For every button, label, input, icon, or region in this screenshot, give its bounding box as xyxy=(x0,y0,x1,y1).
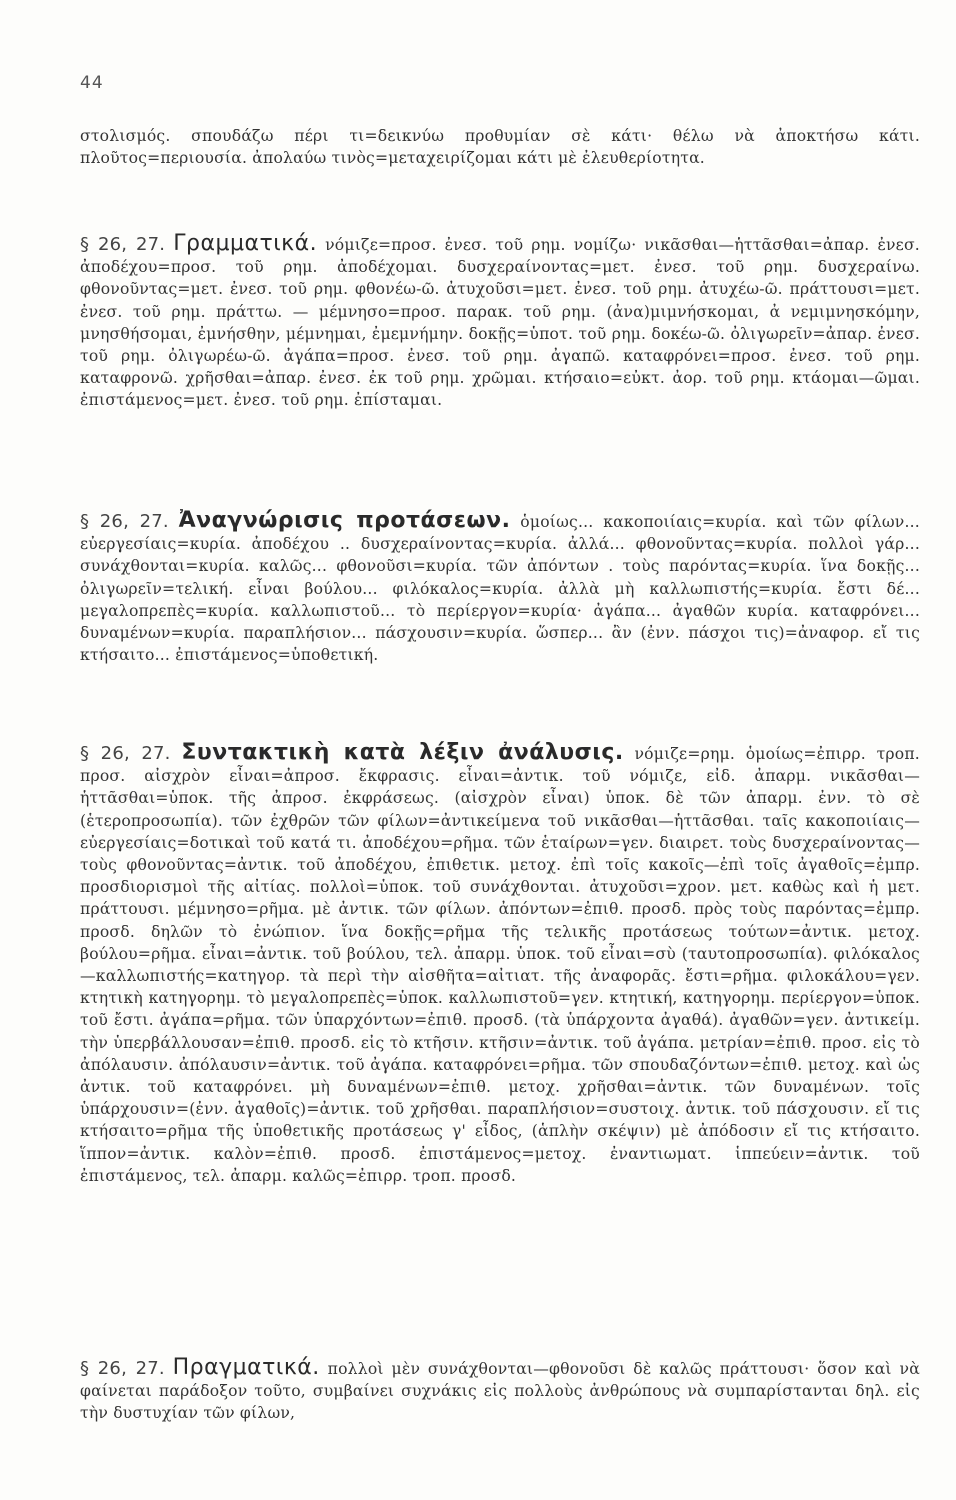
real-text: πολλοὶ μὲν συνάχθονται—φθονοῦσι δὲ καλῶς πράττουσι· ὅσον καὶ νὰ φαίνεται παράδοξον τοῦτο, συμβαίνει συχνάκις εἰς πολλοὺς ἀνθρώπους νὰ συμπαρίστανται δηλ. εἰς τὴν δυστυχίαν τῶν φίλων, xyxy=(80,1360,920,1423)
recognition-text: ὁμοίως... κακοποιίαις=κυρία. καὶ τῶν φίλων... εὐεργεσίαις=κυρία. ἀποδέχου .. δυσχεραίνοντας=κυρία. ἀλλά... φθονοῦντας=κυρία. πολλοὶ γάρ... συνάχθονται=κυρία. καλῶς... φθονοῦσι=κυρία. τῶν ἀπόντων . τοὺς παρόντας=κυρία. ἵνα δοκῇς... ὀλιγωρεῖν=τελική. εἶναι βούλου... φιλόκαλος=κυρία. ἀλλὰ μὴ καλλωπιστής=κυρία. ἔστι δέ... μεγαλοπρεπὲς=κυρία. καλλωπιστοῦ... τὸ περίεργον=κυρία· ἀγάπα... ἀγαθῶν κυρία. καταφρόνει... δυναμένων=κυρία. παραπλήσιον... πάσχουσιν=κυρία. ὥσπερ... ἂν (ἐνν. πάσχοι τις)=ἀναφορ. εἴ τις κτήσαιτο... ἐπιστάμενος=ὑποθετική. xyxy=(80,513,920,665)
syntax-section-mark: § 26, 27. xyxy=(80,743,171,764)
grammar-section xyxy=(80,233,920,412)
intro-text: στολισμός. σπουδάζω πέρι τι=δεικνύω προθυμίαν σὲ κάτι· θέλω νὰ ἀποκτήσω κάτι. πλοῦτος=περιουσία. ἀπολαύω τινὸς=μεταχειρίζομαι κάτι μὲ ἐλευθερίοτητα. xyxy=(80,127,920,168)
page-number: 44 xyxy=(80,73,104,93)
syntax-heading: Συντακτικὴ κατὰ λέξιν ἀνάλυσις. xyxy=(181,740,624,765)
real-section-mark: § 26, 27. xyxy=(80,1358,165,1379)
recognition-section xyxy=(80,510,920,666)
recognition-heading: Ἀναγνώρισις προτάσεων. xyxy=(178,508,511,533)
grammar-heading: Γραμματικά. xyxy=(173,231,318,256)
intro-paragraph xyxy=(80,125,920,169)
syntax-text: νόμιζε=ρημ. ὁμοίως=ἐπιρρ. τροπ. προσ. αἰσχρὸν εἶναι=ἀπροσ. ἔκφρασις. εἶναι=ἀντικ. τοῦ νόμιζε, εἰδ. ἀπαρμ. νικᾶσθαι—ἡττᾶσθαι=ὑποκ. τῆς ἀπροσ. ἐκφράσεως. (αἰσχρὸν εἶναι) ὑποκ. δὲ τῶν ἀπαρμ. ἐνν. τὸ σὲ (ἑτεροπροσωπία). τῶν ἐχθρῶν τῶν φίλων=ἀντικείμενα τοῦ νικᾶσθαι—ἡττᾶσθαι. ταῖς κακοποιίαις—εὐεργεσίαις=δοτικαὶ τοῦ κατά τι. ἀποδέχου=ρῆμα. τῶν ἑταίρων=γεν. διαιρετ. τοὺς δυσχεραίνοντας—τοὺς φθονοῦντας=ἀντικ. τοῦ ἀποδέχου, ἐπιθετικ. μετοχ. ἐπὶ τοῖς κακοῖς—ἐπὶ τοῖς ἀγαθοῖς=ἐμπρ. προσδιορισμοὶ τῆς αἰτίας. πολλοὶ=ὑποκ. τοῦ συνάχθονται. ἀτυχοῦσι=χρον. μετ. καθὼς καὶ ἡ μετ. πράττουσι. μέμνησο=ρῆμα. μὲ ἀντικ. τῶν φίλων. ἀπόντων=ἐπιθ. προσδ. πρὸς τοὺς παρόντας=ἐμπρ. προσδ. δηλῶν τὸ ἐνώπιον. ἵνα δοκῇς=ρῆμα τῆς τελικῆς προτάσεως τούτων=ἀντικ. μετοχ. βούλου=ρῆμα. εἶναι=ἀντικ. τοῦ βούλου, τελ. ἀπαρμ. ὑποκ. τοῦ εἶναι=σὺ (ταυτοπροσωπία). φιλόκαλος—καλλωπιστής=κατηγορ. τὰ περὶ τὴν αἰσθῆτα=αἰτιατ. τῆς ἀναφορᾶς. ἔστι=ρῆμα. φιλοκάλου=γεν. κτητικὴ κατηγορημ. τὸ μεγαλοπρεπὲς=ὑποκ. καλλωπιστοῦ=γεν. κτητική, κατηγορημ. περίεργον=ὑποκ. τοῦ ἔστι. ἀγάπα=ρῆμα. τῶν ὑπαρχόντων=ἐπιθ. προσδ. (τὰ ὑπάρχοντα ἀγαθά). ἀγαθῶν=γεν. ἀντικείμ. τὴν ὑπερβάλλουσαν=ἐπιθ. προσδ. εἰς τὸ κτῆσιν. κτῆσιν=ἀντικ. τοῦ ἀγάπα. μετρίαν=ἐπιθ. προσ. εἰς τὸ ἀπόλαυσιν. ἀπόλαυσιν=ἀντικ. τοῦ ἀγάπα. καταφρόνει=ρῆμα. τῶν σπουδαζόντων=ἐπιθ. μετοχ. καὶ ὡς ἀντικ. τοῦ καταφρόνει. μὴ δυναμένων=ἐπιθ. μετοχ. χρῆσθαι=ἀντικ. τῶν δυναμένων. τοῖς ὑπάρχουσιν=(ἐνν. ἀγαθοῖς)=ἀντικ. τοῦ χρῆσθαι. παραπλήσιον=συστοιχ. ἀντικ. τοῦ πάσχουσιν. εἴ τις κτήσαιτο=ρῆμα τῆς ὑποθετικῆς προτάσεως γ' εἶδος, (ἁπλὴν σκέψιν) μὲ ἀπόδοσιν εἴ τις κτήσαιτο. ἵππον=ἀντικ. καλὸν=ἐπιθ. προσδ. ἐπιστάμενος=μετοχ. ἐναντιωματ. ἱππεύειν=ἀντικ. τοῦ ἐπιστάμενος, τελ. ἀπαρμ. καλῶς=ἐπιρρ. τροπ. προσδ. xyxy=(80,745,920,1185)
grammar-section-mark: § 26, 27. xyxy=(80,234,166,255)
real-section xyxy=(80,1357,920,1425)
recognition-section-mark: § 26, 27. xyxy=(80,511,169,532)
syntax-section xyxy=(80,742,920,1187)
grammar-text: νόμιζε=προσ. ἐνεσ. τοῦ ρημ. νομίζω· νικᾶσθαι—ἡττᾶσθαι=ἀπαρ. ἐνεσ. ἀποδέχου=προσ. τοῦ ρημ. ἀποδέχομαι. δυσχεραίνοντας=μετ. ἐνεσ. τοῦ ρημ. δυσχεραίνω. φθονοῦντας=μετ. ἐνεσ. τοῦ ρημ. φθονέω-ῶ. ἀτυχοῦσι=μετ. ἐνεσ. τοῦ ρημ. ἀτυχέω-ῶ. πράττουσι=μετ. ἐνεσ. τοῦ ρημ. πράττω. — μέμνησο=προσ. παρακ. τοῦ ρημ. (ἀνα)μιμνήσκομαι, ἀ νεμιμνησκόμην, μνησθήσομαι, ἐμνήσθην, μέμνημαι, ἐμεμνήμην. δοκῇς=ὑποτ. τοῦ ρημ. δοκέω-ῶ. ὀλιγωρεῖν=ἀπαρ. ἐνεσ. τοῦ ρημ. ὀλιγωρέω-ῶ. ἀγάπα=προσ. ἐνεσ. τοῦ ρημ. ἀγαπῶ. καταφρόνει=προσ. ἐνεσ. τοῦ ρημ. καταφρονῶ. χρῆσθαι=ἀπαρ. ἐνεσ. ἐκ τοῦ ρημ. χρῶμαι. κτήσαιο=εὐκτ. ἀορ. τοῦ ρημ. κτάομαι—ῶμαι. ἐπιστάμενος=μετ. ἐνεσ. τοῦ ρημ. ἐπίσταμαι. xyxy=(80,236,920,410)
real-heading: Πραγματικά. xyxy=(172,1355,320,1380)
